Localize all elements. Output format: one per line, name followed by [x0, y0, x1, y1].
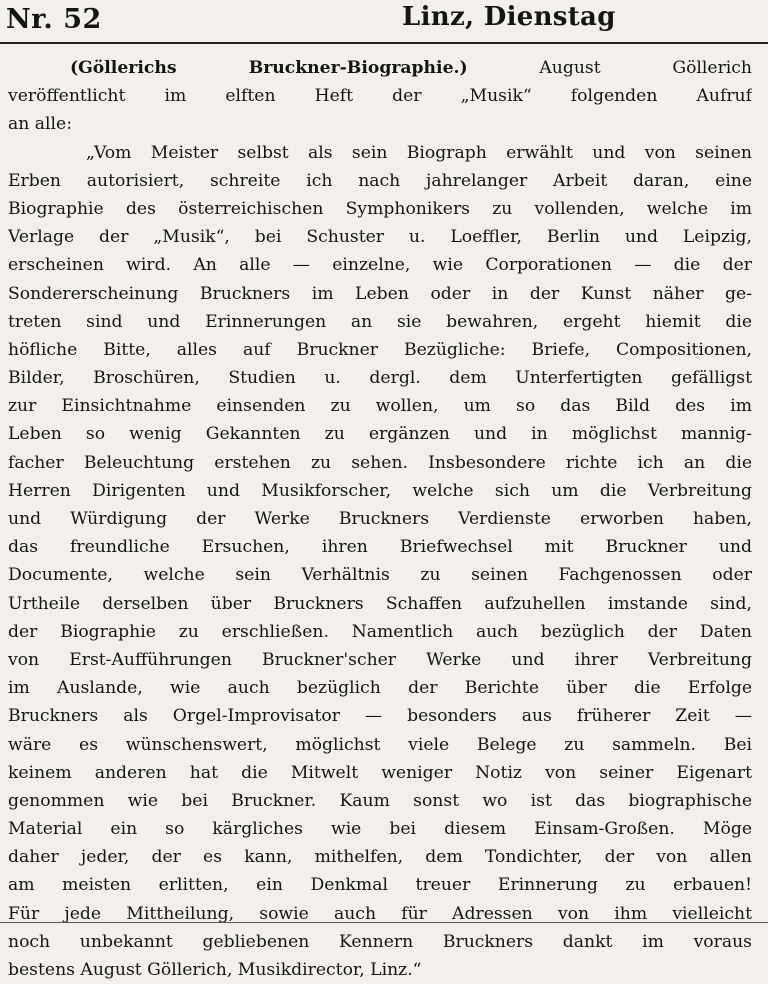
article-line: Material ein so kärgliches wie bei diesem Einsam-Großen. Möge	[8, 819, 752, 840]
article-line: an alle:	[8, 114, 72, 135]
article-line: bestens August Göllerich, Musikdirector, Linz.“	[8, 960, 422, 980]
article-line: genommen wie bei Bruckner. Kaum sonst wo ist das biographische	[8, 790, 752, 811]
article-line: zur Einsichtnahme einsenden zu wollen, um so das Bild des im	[8, 396, 752, 417]
article-line: Bruckners als Orgel-Improvisator — besonders aus früherer Zeit —	[8, 706, 752, 727]
article-line: treten sind und Erinnerungen an sie bewahren, ergeht hiemit die	[8, 311, 752, 332]
article-line: höfliche Bitte, alles auf Bruckner Bezügliche: Briefe, Compositionen,	[8, 339, 752, 360]
article-line: und Würdigung der Werke Bruckners Verdienste erworben haben,	[8, 509, 752, 529]
article-line: Urtheile derselben über Bruckners Schaffen aufzuhellen imstande sind,	[8, 593, 752, 614]
article-line-text: August Göllerich	[539, 58, 752, 78]
article-line: erscheinen wird. An alle — einzelne, wie Corporationen — die der	[8, 255, 752, 276]
article-line: facher Beleuchtung erstehen zu sehen. Insbesondere richte ich an die	[8, 452, 752, 473]
article-line: Leben so wenig Gekannten zu ergänzen und in möglichst mannig-	[8, 424, 752, 445]
article-line: von Erst-Aufführungen Bruckner'scher Werke und ihrer Verbreitung	[8, 649, 752, 670]
article-line: wäre es wünschenswert, möglichst viele Belege zu sammeln. Bei	[8, 734, 752, 755]
article-headline: (Göllerichs Bruckner-Biographie.)	[70, 58, 468, 78]
article-line: Documente, welche sein Verhältnis zu seinen Fachgenossen oder	[8, 565, 752, 586]
article-line: Sondererscheinung Bruckners im Leben oder in der Kunst näher ge-	[8, 283, 752, 304]
article-line: der Biographie zu erschließen. Namentlich auch bezüglich der Daten	[8, 621, 752, 642]
article-line-1	[8, 54, 752, 82]
header-rule	[0, 42, 768, 44]
issue-number: Nr. 52	[6, 4, 102, 35]
article-line: Bilder, Broschüren, Studien u. dergl. dem Unterfertigten gefälligst	[8, 368, 752, 389]
article-line: veröffentlicht im elften Heft der „Musik“ folgenden Aufruf	[8, 86, 752, 107]
article-line: Für jede Mittheilung, sowie auch für Adressen von ihm vielleicht	[8, 903, 752, 924]
article	[8, 54, 752, 984]
article-line: Erben autorisiert, schreite ich nach jahrelanger Arbeit daran, eine	[8, 170, 752, 191]
dateline: Linz, Dienstag	[402, 2, 616, 32]
page-header	[0, 0, 768, 42]
bottom-rule	[0, 922, 768, 923]
article-line: „Vom Meister selbst als sein Biograph erwählt und von seinen	[86, 142, 752, 163]
article-line: Herren Dirigenten und Musikforscher, welche sich um die Verbreitung	[8, 480, 752, 501]
article-line: im Auslande, wie auch bezüglich der Berichte über die Erfolge	[8, 678, 752, 699]
article-line: daher jeder, der es kann, mithelfen, dem Tondichter, der von allen	[8, 847, 752, 868]
article-line: Biographie des österreichischen Symphonikers zu vollenden, welche im	[8, 198, 752, 219]
article-line: noch unbekannt gebliebenen Kennern Bruckners dankt im voraus	[8, 931, 752, 952]
article-line: Verlage der „Musik“, bei Schuster u. Loeffler, Berlin und Leipzig,	[8, 227, 752, 248]
article-line: das freundliche Ersuchen, ihren Briefwechsel mit Bruckner und	[8, 537, 752, 558]
article-line: keinem anderen hat die Mitwelt weniger Notiz von seiner Eigenart	[8, 762, 752, 783]
article-line: am meisten erlitten, ein Denkmal treuer Erinnerung zu erbauen!	[8, 875, 752, 896]
